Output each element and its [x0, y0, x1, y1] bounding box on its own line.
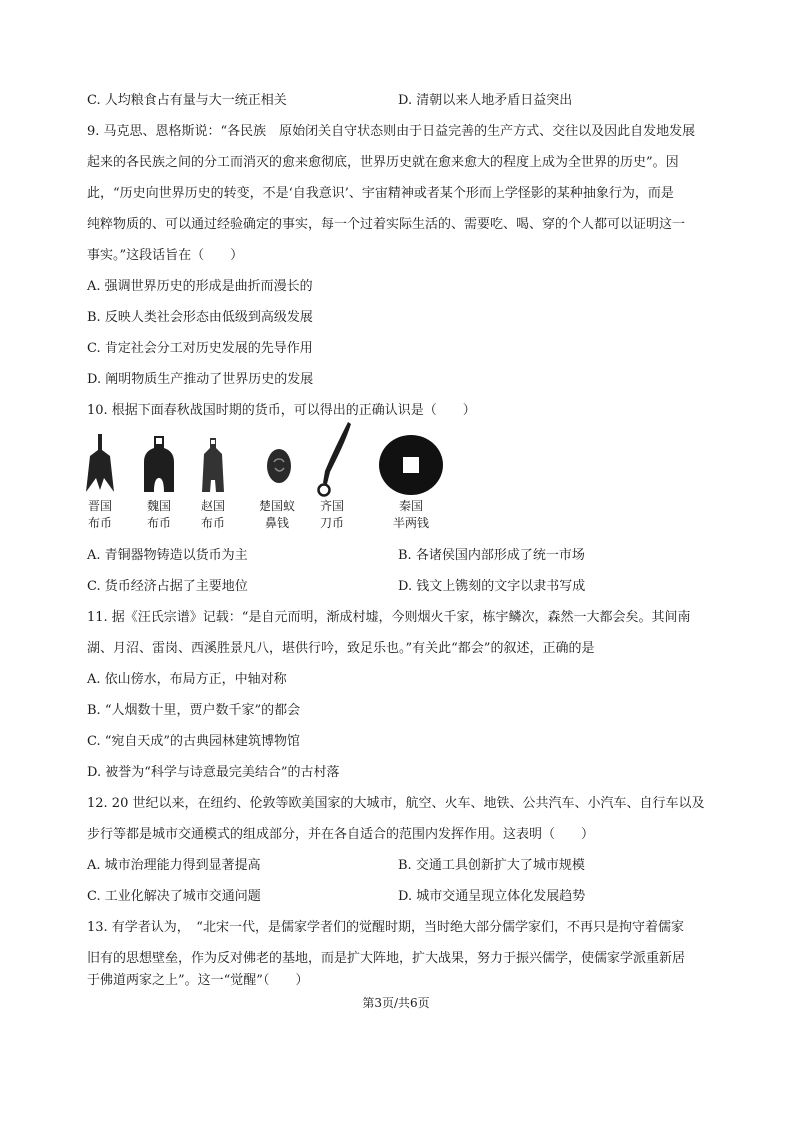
- coin-caption: 楚国蚁 鼻钱: [258, 499, 295, 530]
- q11-option-b: B. “人烟数十里，贾户数千家”的都会: [87, 703, 301, 718]
- qin-banliang-coin-image: [378, 434, 444, 496]
- coin-caption: 秦国 半两钱: [392, 499, 429, 530]
- q9-stem-line: 事实。”这段话旨在（ ）: [87, 248, 244, 263]
- q10-option-d: D. 钱文上镌刻的文字以隶书写成: [398, 579, 586, 594]
- q9-stem-line: 9. 马克思、恩格斯说：“各民族 原始闭关自守状态则由于日益完善的生产方式、交往以及因此自发地发展: [87, 124, 696, 139]
- q9-stem-line: 此，“历史向世界历史的转变，不是‘自我意识’、宇宙精神或者某个形而上学怪影的某种抽象行为，而是: [87, 186, 674, 201]
- q12-option-b: B. 交通工具创新扩大了城市规模: [398, 858, 585, 873]
- q11-option-a: A. 依山傍水，布局方正，中轴对称: [87, 672, 287, 687]
- q11-option-d: D. 被誉为“科学与诗意最完美结合”的古村落: [87, 765, 340, 780]
- coin-caption: 赵国 布币: [200, 499, 225, 530]
- q10-option-c: C. 货币经济占据了主要地位: [87, 579, 248, 594]
- page-number-footer: 第3页/共6页: [362, 996, 430, 1010]
- q13-stem-line: 旧有的思想壁垒，作为反对佛老的基地，而是扩大阵地，扩大战果，努力于振兴儒学，使儒家学派重新居: [87, 951, 686, 966]
- chu-ant-nose-coin-image: [266, 448, 292, 484]
- zhao-spade-coin-image: [200, 438, 226, 494]
- qi-knife-coin-image: [316, 422, 352, 500]
- q12-stem-line: 12. 20 世纪以来，在纽约、伦敦等欧美国家的大城市，航空、火车、地铁、公共汽车、小汽车、自行车以及: [87, 796, 705, 811]
- q11-stem-line: 11. 据《汪氏宗谱》记载：“是自元而明，渐成村墟，今则烟火千家，栋宇鳞次，森然一大都会矣。其间南: [87, 610, 691, 625]
- q12-option-c: C. 工业化解决了城市交通问题: [87, 889, 261, 904]
- q12-option-a: A. 城市治理能力得到显著提高: [87, 858, 261, 873]
- prev-option-c: C. 人均粮食占有量与大一统正相关: [87, 93, 287, 108]
- q9-option-d: D. 阐明物质生产推动了世界历史的发展: [87, 372, 314, 387]
- q9-stem-line: 起来的各民族之间的分工而消灭的愈来愈彻底，世界历史就在愈来愈大的程度上成为全世界的历史”。因: [87, 155, 679, 170]
- q11-stem-line: 湖、月沼、雷岗、西溪胜景凡八，堪供行吟，致足乐也。”有关此“都会”的叙述，正确的是: [87, 641, 595, 656]
- q9-option-b: B. 反映人类社会形态由低级到高级发展: [87, 310, 313, 325]
- q12-stem-line: 步行等都是城市交通模式的组成部分，并在各自适合的范围内发挥作用。这表明（ ）: [87, 827, 595, 842]
- q13-stem-line: 于佛道两家之上”。这一“觉醒”（ ）: [87, 973, 309, 988]
- q11-option-c: C. “宛自天成”的古典园林建筑博物馆: [87, 734, 301, 749]
- q9-option-c: C. 肯定社会分工对历史发展的先导作用: [87, 341, 313, 356]
- coin-figure: [80, 428, 460, 534]
- prev-option-d: D. 清朝以来人地矛盾日益突出: [398, 93, 573, 108]
- q12-option-d: D. 城市交通呈现立体化发展趋势: [398, 889, 586, 904]
- jin-spade-coin-image: [84, 434, 116, 494]
- coin-caption: 晋国 布币: [87, 499, 112, 530]
- q10-option-b: B. 各诸侯国内部形成了统一市场: [398, 548, 585, 563]
- coin-caption: 齐国 刀币: [319, 499, 344, 530]
- wei-spade-coin-image: [142, 436, 176, 494]
- q10-stem: 10. 根据下面春秋战国时期的货币，可以得出的正确认识是（ ）: [87, 403, 476, 418]
- q9-stem-line: 纯粹物质的、可以通过经验确定的事实，每一个过着实际生活的、需要吃、喝、穿的个人都可以证明这一: [87, 217, 686, 232]
- coin-caption: 魏国 布币: [146, 499, 171, 530]
- q13-stem-line: 13. 有学者认为， “北宋一代，是儒家学者们的觉醒时期，当时绝大部分儒学家们，不再只是拘守着儒家: [87, 920, 684, 935]
- q9-option-a: A. 强调世界历史的形成是曲折而漫长的: [87, 279, 313, 294]
- q10-option-a: A. 青铜器物铸造以货币为主: [87, 548, 248, 563]
